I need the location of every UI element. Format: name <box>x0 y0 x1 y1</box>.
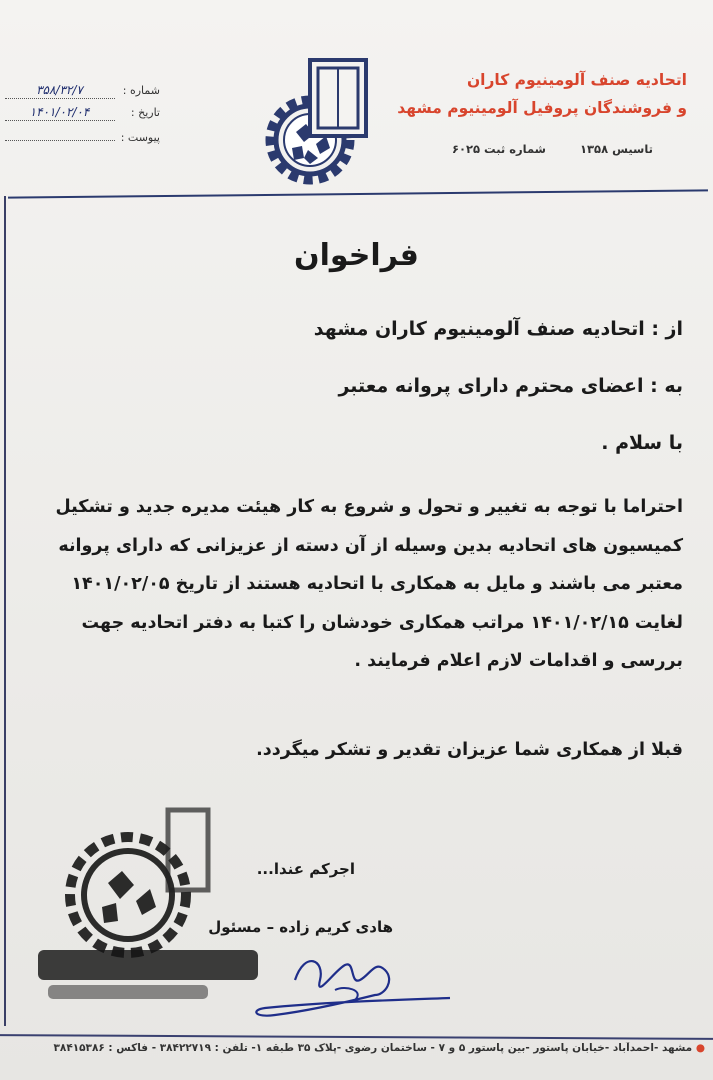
regards-line: اجرکم عندا... <box>256 860 355 878</box>
reference-date-label: تاریخ : <box>130 106 160 119</box>
footer-address-text: مشهد -احمدآباد -خیابان پاستور -بین پاستور ۵ و ۷ - ساختمان رضوی -پلاک ۳۵ طبقه ۱- تلفن : ۳۸۴۲۲۷۱۹ - فاکس : ۳۸۴۱۵۳۸۶ <box>53 1042 693 1054</box>
body-line: معتبر می باشند و مایل به همکاری با اتحادیه هستند از تاریخ ۱۴۰۱/۰۲/۰۵ <box>71 574 683 594</box>
reference-fields <box>0 80 160 146</box>
signer-name: هادی کریم زاده – مسئول <box>208 918 393 936</box>
attachment-value <box>5 124 115 141</box>
body-line: کمیسیون های اتحادیه بدین وسیله از آن دسته از عزیزانی که دارای پروانه <box>58 535 683 556</box>
to-line: به : اعضای محترم دارای پروانه معتبر <box>338 375 683 397</box>
letter-title: فراخوان <box>294 238 419 273</box>
footer-divider <box>0 1034 713 1040</box>
header-divider <box>8 189 708 198</box>
body-line: لغایت ۱۴۰۱/۰۲/۱۵ مراتب همکاری خودشان را کتبا به دفتر اتحادیه جهت <box>81 612 683 633</box>
org-name <box>357 66 687 122</box>
signature-icon <box>235 940 465 1030</box>
reference-date-row <box>0 102 160 124</box>
body-line: احتراما با توجه به تغییر و تحول و شروع به کار هیئت مدیره جدید و تشکیل <box>55 497 683 517</box>
greeting-line: با سلام . <box>601 432 683 454</box>
footer-bullet-icon: ● <box>695 1042 705 1054</box>
reference-number-row <box>0 80 160 102</box>
from-line: از : اتحادیه صنف آلومینیوم کاران مشهد <box>313 318 683 340</box>
org-meta <box>422 142 653 156</box>
left-margin-line <box>4 196 6 1026</box>
attachment-label: پیوست : <box>120 131 160 144</box>
org-name-line1: اتحادیه صنف آلومینیوم کاران <box>466 71 687 89</box>
body-line: بررسی و اقدامات لازم اعلام فرمایند . <box>354 651 683 671</box>
reference-number-value: ۳۵۸/۳۲/۷ <box>5 82 115 99</box>
union-gear-logo-icon <box>258 56 370 188</box>
registration-number: شماره ثبت ۶۰۲۵ <box>451 142 546 156</box>
founded-year: تاسیس ۱۳۵۸ <box>580 142 653 156</box>
org-name-line2: و فروشندگان پروفیل آلومینیوم مشهد <box>397 99 687 117</box>
footer-address <box>0 1042 705 1054</box>
attachment-row <box>0 124 160 146</box>
closing-line: قبلا از همکاری شما عزیزان تقدیر و تشکر میگردد. <box>256 740 683 760</box>
letter-body <box>28 488 683 681</box>
reference-number-label: شماره : <box>122 84 160 97</box>
reference-date-value: ۱۴۰۱/۰۲/۰۴ <box>5 104 115 121</box>
